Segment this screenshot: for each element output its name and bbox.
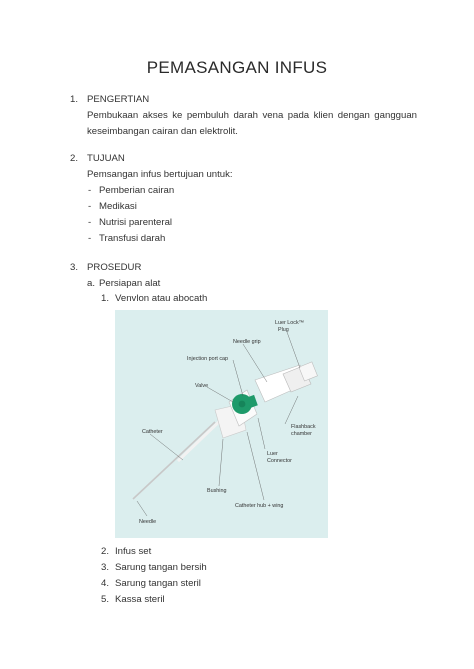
list-item: Medikasi [99,201,137,212]
cannula-illustration [115,310,328,538]
list-item: Transfusi darah [99,233,166,244]
section-number: 2. [70,153,79,164]
section-number: 3. [70,262,79,273]
label-connector: Connector [267,458,292,464]
paragraph-line: keseimbangan cairan dan elektrolit. [87,126,238,137]
section-heading-pengertian: PENGERTIAN [87,94,150,105]
label-plug: Plug [278,327,289,333]
label-flashback: Flashback [291,424,316,430]
label-luer: Luer [267,451,278,457]
bullet-marker: - [88,201,92,212]
cannula-diagram [115,310,328,538]
item-number: 4. [101,578,110,589]
item-number: 3. [101,562,110,573]
sub-letter: a. [87,278,96,289]
paragraph-line: Pembukaan akses ke pembuluh darah vena pada klien dengan gangguan [87,110,417,121]
list-item: Kassa steril [115,594,165,605]
bullet-marker: - [88,185,92,196]
list-item: Sarung tangan steril [115,578,201,589]
label-bushing: Bushing [207,488,227,494]
catheter-tube [178,416,225,461]
item-number: 2. [101,546,110,557]
bullet-marker: - [88,233,92,244]
section-heading-tujuan: TUJUAN [87,153,125,164]
label-catheter: Catheter [142,429,163,435]
label-luer-lock: Luer Lock™ [275,320,305,326]
section-heading-prosedur: PROSEDUR [87,262,142,273]
list-item: Venvlon atau abocath [115,293,208,304]
list-item: Sarung tangan bersih [115,562,207,573]
valve-shape [239,401,246,408]
label-catheter-hub-wing: Catheter hub + wing [235,503,284,509]
label-needle-grip: Needle grip [233,339,261,345]
paragraph-line: Pemsangan infus bertujuan untuk: [87,169,233,180]
label-injection-port-cap: Injection port cap [187,356,229,362]
bullet-marker: - [88,217,92,228]
label-chamber: chamber [291,431,312,437]
list-item: Pemberian cairan [99,185,175,196]
label-needle: Needle [139,519,157,525]
item-number: 5. [101,594,110,605]
list-item: Nutrisi parenteral [99,217,173,228]
sub-heading: Persiapan alat [99,278,161,289]
page-title: PEMASANGAN INFUS [146,58,328,77]
label-valve: Valve [195,383,209,389]
section-number: 1. [70,94,79,105]
list-item: Infus set [115,546,152,557]
item-number: 1. [101,293,110,304]
